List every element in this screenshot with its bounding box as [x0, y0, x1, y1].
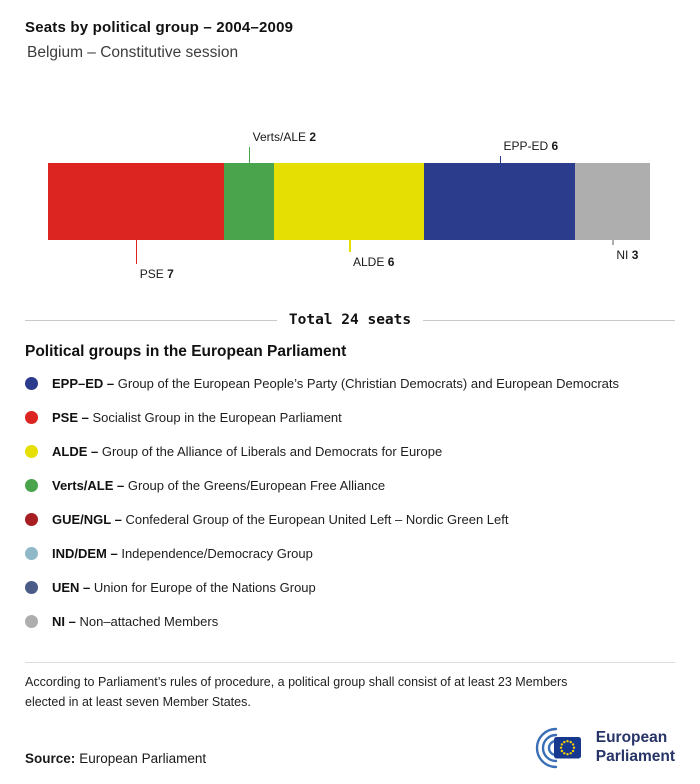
- legend-label: Verts/ALE – Group of the Greens/European Free Alliance: [52, 477, 386, 493]
- legend-item-ni: [25, 604, 619, 638]
- legend-item-inddem: [25, 536, 619, 570]
- source-label: Source:: [25, 751, 76, 766]
- legend-label: IND/DEM – Independence/Democracy Group: [52, 545, 313, 561]
- callout-label: Verts/ALE 2: [252, 130, 317, 144]
- legend-dot: [25, 581, 38, 594]
- legend-dot: [25, 445, 38, 458]
- legend-dot: [25, 411, 38, 424]
- legend-label: ALDE – Group of the Alliance of Liberals and Democrats for Europe: [52, 443, 443, 459]
- divider-line-left: [25, 320, 277, 321]
- bar-segment-NI: [575, 163, 650, 240]
- source-line: [25, 751, 206, 766]
- page-subtitle: Belgium – Constitutive session: [27, 44, 239, 61]
- legend-title: Political groups in the European Parliament: [25, 343, 347, 360]
- legend-dot: [25, 377, 38, 390]
- bar-segment-ALDE: [274, 163, 425, 240]
- legend-label: EPP–ED – Group of the European People’s Party (Christian Democrats) and European Democrats: [52, 375, 620, 391]
- total-seats-label: Total 24 seats: [288, 312, 412, 328]
- callout-tick: [136, 240, 138, 264]
- legend-list: [25, 366, 619, 638]
- legend-dot: [25, 479, 38, 492]
- legend-dot: [25, 615, 38, 628]
- callout-label: EPP-ED 6: [503, 139, 559, 153]
- legend-item-pse: [25, 400, 619, 434]
- source-text: European Parliament: [79, 751, 207, 766]
- callout-label: ALDE 6: [353, 255, 395, 269]
- legend-label: PSE – Socialist Group in the European Parliament: [52, 409, 342, 425]
- callout-tick: [612, 240, 614, 245]
- european-parliament-logo-icon: [526, 724, 588, 772]
- callout-tick: [349, 240, 351, 252]
- legend-item-vertsale: [25, 468, 619, 502]
- bar-segment-PSE: [48, 163, 224, 240]
- bar-segment-EPP-ED: [424, 163, 575, 240]
- legend-item-epped: [25, 366, 619, 400]
- footnote-divider: [25, 662, 675, 663]
- legend-label: UEN – Union for Europe of the Nations Group: [52, 579, 316, 595]
- logo-wordmark: [596, 729, 675, 766]
- callout-label: PSE 7: [139, 267, 174, 281]
- legend-label: NI – Non–attached Members: [52, 613, 219, 629]
- divider-line-right: [423, 320, 675, 321]
- logo-line1: European: [595, 729, 668, 747]
- callout-tick: [500, 156, 502, 163]
- total-seats-row: [25, 312, 675, 328]
- bar-segment-Verts/ALE: [224, 163, 274, 240]
- logo-line2: Parliament: [595, 748, 675, 765]
- legend-item-alde: [25, 434, 619, 468]
- callout-tick: [249, 147, 251, 163]
- stacked-bar: [48, 163, 650, 240]
- callout-label: NI 3: [616, 248, 639, 262]
- legend-label: GUE/NGL – Confederal Group of the European United Left – Nordic Green Left: [52, 511, 509, 527]
- legend-dot: [25, 513, 38, 526]
- legend-item-guengl: [25, 502, 619, 536]
- legend-dot: [25, 547, 38, 560]
- footnote-text: According to Parliament’s rules of procedure, a political group shall consist of at least 23 Members elected in at least seven Member States.: [25, 675, 568, 709]
- european-parliament-logo: [526, 724, 675, 772]
- legend-item-uen: [25, 570, 619, 604]
- page-title: Seats by political group – 2004–2009: [25, 19, 294, 36]
- stacked-bar-chart: [48, 130, 650, 281]
